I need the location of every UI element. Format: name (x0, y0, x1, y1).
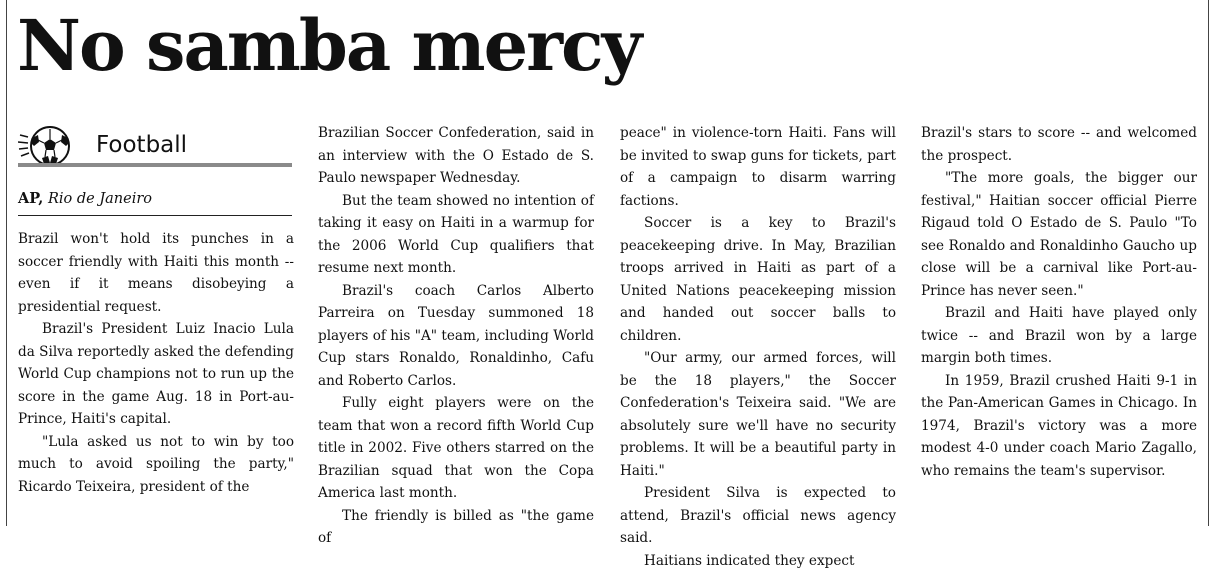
byline (18, 190, 292, 207)
paragraph: "The more goals, the bigger our festival," Haitian soccer official Pierre Rigaud told O Estado de S. Paulo "To see Ronaldo and Ronaldinho Gaucho up close will be a carnival like Port-au-Prince has never seen." (921, 167, 1197, 302)
byline-rule (18, 215, 292, 216)
paragraph: Brazil won't hold its punches in a soccer friendly with Haiti this month -- even if it means disobeying a presidential request. (18, 228, 294, 318)
section-header (18, 125, 292, 169)
article-column-3 (620, 122, 896, 572)
headline: No samba mercy (17, 0, 640, 98)
paragraph: "Our army, our armed forces, will be the 18 players," the Soccer Confederation's Teixeira said. "We are absolutely sure we'll have no security problems. It will be a beautiful party in Haiti." (620, 347, 896, 482)
article-column-1 (18, 228, 294, 498)
paragraph: Brazilian Soccer Confederation, said in an interview with the O Estado de S. Paulo newspaper Wednesday. (318, 122, 594, 190)
paragraph: President Silva is expected to attend, Brazil's official news agency said. (620, 482, 896, 550)
paragraph: Brazil's President Luiz Inacio Lula da Silva reportedly asked the defending World Cup champions not to run up the score in the game Aug. 18 in Port-au-Prince, Haiti's capital. (18, 318, 294, 431)
paragraph: But the team showed no intention of taking it easy on Haiti in a warmup for the 2006 World Cup qualifiers that resume next month. (318, 190, 594, 280)
section-label: Football (96, 132, 187, 158)
paragraph: The friendly is billed as "the game of (318, 505, 594, 550)
paragraph: "Lula asked us not to win by too much to avoid spoiling the party," Ricardo Teixeira, president of the (18, 431, 294, 499)
paragraph: Soccer is a key to Brazil's peacekeeping drive. In May, Brazilian troops arrived in Haiti as part of a United Nations peacekeeping mission and handed out soccer balls to children. (620, 212, 896, 347)
paragraph: Haitians indicated they expect (620, 550, 896, 572)
byline-place: Rio de Janeiro (48, 191, 152, 207)
soccer-ball-icon (18, 125, 80, 167)
paragraph: Brazil's stars to score -- and welcomed the prospect. (921, 122, 1197, 167)
paragraph: Brazil and Haiti have played only twice -- and Brazil won by a large margin both times. (921, 302, 1197, 370)
article-column-2 (318, 122, 594, 550)
paragraph: Brazil's coach Carlos Alberto Parreira on Tuesday summoned 18 players of his "A" team, including World Cup stars Ronaldo, Ronaldinho, Cafu and Roberto Carlos. (318, 280, 594, 393)
paragraph: In 1959, Brazil crushed Haiti 9-1 in the Pan-American Games in Chicago. In 1974, Brazil's victory was a more modest 4-0 under coach Mario Zagallo, who remains the team's supervisor. (921, 370, 1197, 483)
paragraph: peace" in violence-torn Haiti. Fans will be invited to swap guns for tickets, part of a campaign to disarm warring factions. (620, 122, 896, 212)
paragraph: Fully eight players were on the team that won a record fifth World Cup title in 2002. Five others starred on the Brazilian squad that won the Copa America last month. (318, 392, 594, 505)
article-column-4 (921, 122, 1197, 482)
section-rule (18, 163, 292, 167)
byline-agency: AP, (18, 190, 43, 207)
